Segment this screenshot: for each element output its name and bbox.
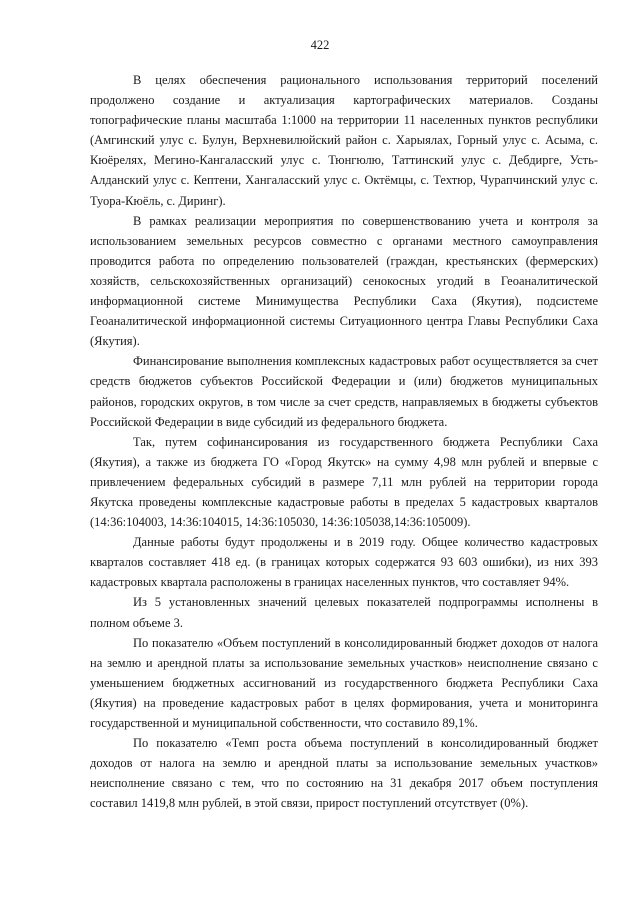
paragraph-land-accounting: В рамках реализации мероприятия по совершенствованию учета и контроля за использованием земельных ресурсов совместно с органами местного самоуправления проводится работа по определению пользователей (граждан, крестьянских (фермерских) хозяйств, сельскохозяйственных организаций) сенокосных угодий в Геоаналитической информационной системе Минимущества Республики Саха (Якутия), подсистеме Геоаналитической информационной системы Ситуационного центра Главы Республики Саха (Якутия). [90, 213, 598, 349]
paragraph-cadastral-financing: Финансирование выполнения комплексных кадастровых работ осуществляется за счет средств бюджетов субъектов Российской Федерации и (или) бюджетов муниципальных районов, городских округов, в том числе за счет средств, направляемых в бюджеты субъектов Российской Федерации в виде субсидий из федерального бюджета. [90, 354, 598, 429]
document-body [90, 70, 598, 813]
paragraph-revenue-volume: По показателю «Объем поступлений в консолидированный бюджет доходов от налога на землю и арендной платы за использование земельных участков» неисполнение связано с уменьшением бюджетных ассигнований из государственного бюджета Республики Саха (Якутия) на проведение кадастровых работ в целях формирования, учета и мониторинга государственной и муниципальной собственности, что составило 89,1%. [90, 635, 598, 730]
paragraph-cofinancing: Так, путем софинансирования из государственного бюджета Республики Саха (Якутия), а также из бюджета ГО «Город Якутск» на сумму 4,98 млн рублей и впервые с привлечением федеральных субсидий в размере 7,11 млн рублей на территории города Якутска проведены комплексные кадастровые работы в пределах 5 кадастровых кварталов (14:36:104003, 14:36:104015, 14:36:105030, 14:36:105038,14:36:105009). [90, 434, 598, 530]
page-number: 422 [310, 38, 330, 52]
paragraph-topographic-plans: В целях обеспечения рационального использования территорий поселений продолжено создание и актуализация картографических материалов. Созданы топографические планы масштаба 1:1000 на территории 11 населенных пунктов республики (Амгинский улус с. Булун, Верхневилюйский район с. Харыялах, Горный улус с. Асыма, с. Кюёрелях, Мегино-Кангаласский улус с. Тюнгюлю, Таттинский улус с. Дебдирге, Усть-Алданский улус с. Кептени, Хангаласский улус с. Октёмцы, с. Техтюр, Чурапчинский улус с. Туора-Кюёль, с. Диринг). [90, 73, 598, 208]
paragraph-target-indicators: Из 5 установленных значений целевых показателей подпрограммы исполнены в полном объеме 3. [90, 595, 598, 630]
paragraph-revenue-growth: По показателю «Темп роста объема поступлений в консолидированный бюджет доходов от налога на землю и арендной платы за использование земельных участков» неисполнение связано с тем, что по состоянию на 31 декабря 2017 объем поступления составил 1419,8 млн рублей, в этой связи, прирост поступлений отсутствует (0%). [90, 736, 598, 811]
paragraph-cadastral-quarters: Данные работы будут продолжены и в 2019 году. Общее количество кадастровых кварталов составляет 418 ед. (в границах которых содержатся 93 603 ошибки), из них 393 кадастровых квартала расположены в границах населенных пунктов, что составляет 94%. [90, 535, 598, 590]
